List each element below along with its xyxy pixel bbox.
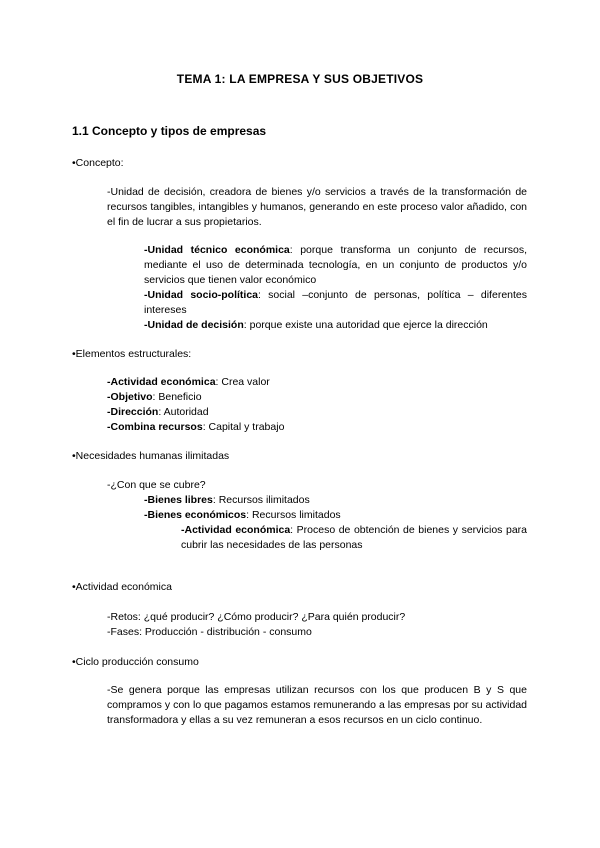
page-title: TEMA 1: LA EMPRESA Y SUS OBJETIVOS — [176, 72, 424, 86]
necesidad-pregunta: -¿Con que se cubre? — [107, 479, 206, 491]
desc: : Crea valor — [215, 376, 270, 388]
bienes-libres — [144, 493, 310, 508]
concepto-paragraph: -Unidad de decisión, creadora de bienes y/o servicios a través de la transformación de recursos tangibles, intangibles y humanos, generando en este proceso valor añadido, con el fin de lucrar a sus propietarios. — [107, 186, 527, 228]
term: -Unidad técnico económica — [144, 244, 290, 256]
desc: : Capital y trabajo — [202, 421, 285, 433]
elemento-2 — [107, 390, 202, 405]
desc: : Recursos limitados — [246, 509, 341, 521]
desc: : Beneficio — [152, 391, 202, 403]
elemento-4 — [107, 420, 284, 435]
desc: : porque existe una autoridad que ejerce la dirección — [243, 319, 488, 331]
term: -Actividad económica — [107, 376, 216, 388]
section-heading: 1.1 Concepto y tipos de empresas — [72, 124, 267, 138]
bullet-elementos: •Elementos estructurales: — [72, 348, 192, 360]
actividad-economica-def — [181, 523, 527, 553]
fases: -Fases: Producción - distribución - consumo — [107, 626, 312, 638]
bullet-actividad: •Actividad económica — [72, 581, 172, 593]
term: -Bienes económicos — [144, 509, 247, 521]
retos: -Retos: ¿qué producir? ¿Cómo producir? ¿Para quién producir? — [107, 611, 406, 623]
term: -Actividad económica — [181, 524, 291, 536]
term: -Combina recursos — [107, 421, 203, 433]
term: -Bienes libres — [144, 494, 213, 506]
desc: : Autoridad — [158, 406, 209, 418]
bullet-necesidades: •Necesidades humanas ilimitadas — [72, 450, 230, 462]
term: -Objetivo — [107, 391, 153, 403]
ciclo-paragraph: -Se genera porque las empresas utilizan recursos con los que producen B y S que compramos y con lo que pagamos estamos remunerando a las empresas por su actividad transformadora y ellas a su vez remuneran a esos recursos en un ciclo continuo. — [107, 684, 527, 726]
elemento-1 — [107, 375, 270, 390]
term: -Unidad de decisión — [144, 319, 244, 331]
desc: : Proceso de obtención de bienes y servicios para cubrir las necesidades de las personas — [181, 524, 528, 551]
term: -Dirección — [107, 406, 159, 418]
unidad-socio-politica — [144, 288, 527, 318]
desc: : social –conjunto de personas, política – diferentes intereses — [144, 289, 528, 316]
unidad-tecnico-economica — [144, 243, 527, 288]
bienes-economicos — [144, 508, 341, 523]
desc: : Recursos ilimitados — [212, 494, 310, 506]
desc: : porque transforma un conjunto de recursos, mediante el uso de determinada tecnología, en un conjunto de productos y/o servicios que tienen valor económico — [144, 244, 527, 286]
term: -Unidad socio-política — [144, 289, 258, 301]
elemento-3 — [107, 405, 209, 420]
unidad-de-decision — [144, 318, 488, 333]
bullet-concepto: •Concepto: — [72, 157, 124, 169]
bullet-ciclo: •Ciclo producción consumo — [72, 656, 199, 668]
